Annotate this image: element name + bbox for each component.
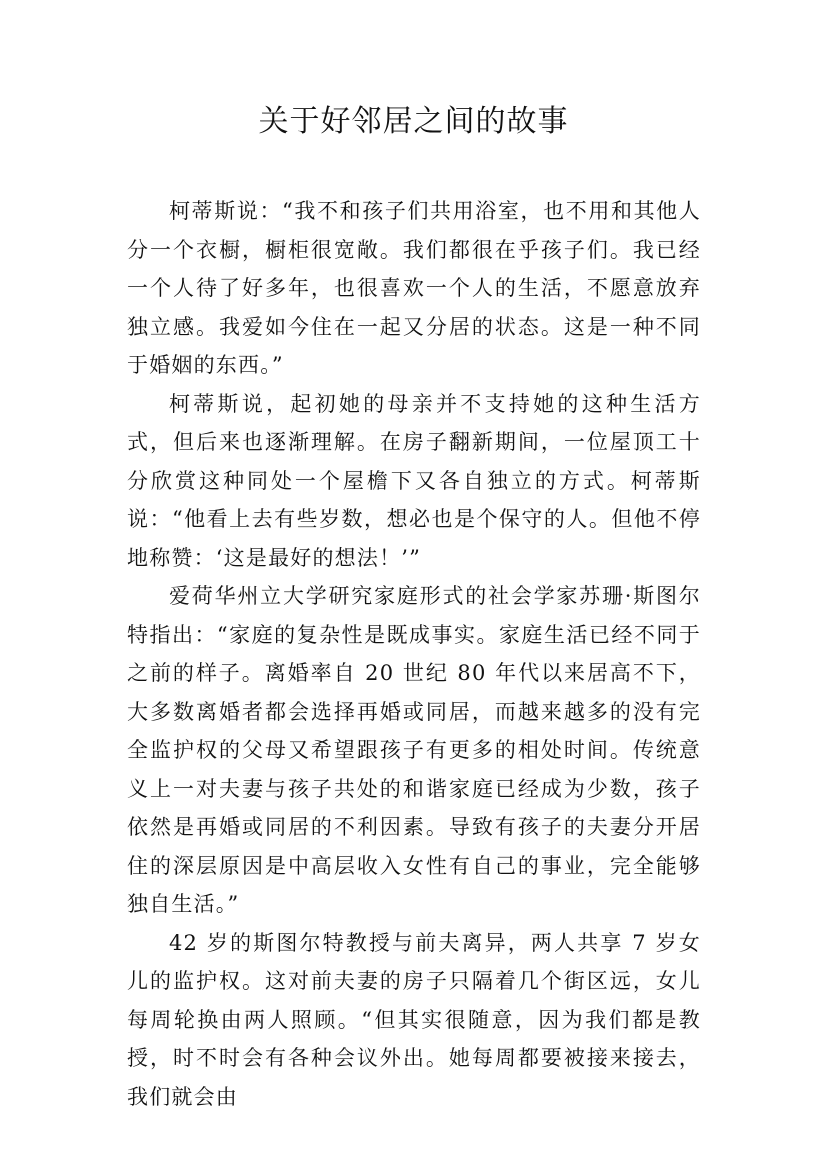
paragraph-4: 42 岁的斯图尔特教授与前夫离异，两人共享 7 岁女儿的监护权。这对前夫妻的房子只隔着几个街区远，女儿每周轮换由两人照顾。“但其实很随意，因为我们都是教授，时不时会有各种会议外出。她每周都要被接来接去，我们就会由	[127, 930, 701, 1109]
document-body	[127, 192, 701, 1116]
paragraph-2: 柯蒂斯说，起初她的母亲并不支持她的这种生活方式，但后来也逐渐理解。在房子翻新期间，一位屋顶工十分欣赏这种同处一个屋檐下又各自独立的方式。柯蒂斯说：“他看上去有些岁数，想必也是个保守的人。但他不停地称赞：‘这是最好的想法！’”	[127, 391, 701, 570]
paragraph-3: 爱荷华州立大学研究家庭形式的社会学家苏珊·斯图尔特指出：“家庭的复杂性是既成事实。家庭生活已经不同于之前的样子。离婚率自 20 世纪 80 年代以来居高不下，大多数离婚者都会选择再婚或同居，而越来越多的没有完全监护权的父母又希望跟孩子有更多的相处时间。传统意义上一对夫妻与孩子共处的和谐家庭已经成为少数，孩子依然是再婚或同居的不利因素。导致有孩子的夫妻分开居住的深层原因是中高层收入女性有自己的事业，完全能够独自生活。”	[127, 584, 701, 916]
document-title: 关于好邻居之间的故事	[258, 104, 569, 139]
paragraph-1: 柯蒂斯说：“我不和孩子们共用浴室，也不用和其他人分一个衣橱，橱柜很宽敞。我们都很在乎孩子们。我已经一个人待了好多年，也很喜欢一个人的生活，不愿意放弃独立感。我爱如今住在一起又分居的状态。这是一种不同于婚姻的东西。”	[127, 199, 701, 377]
